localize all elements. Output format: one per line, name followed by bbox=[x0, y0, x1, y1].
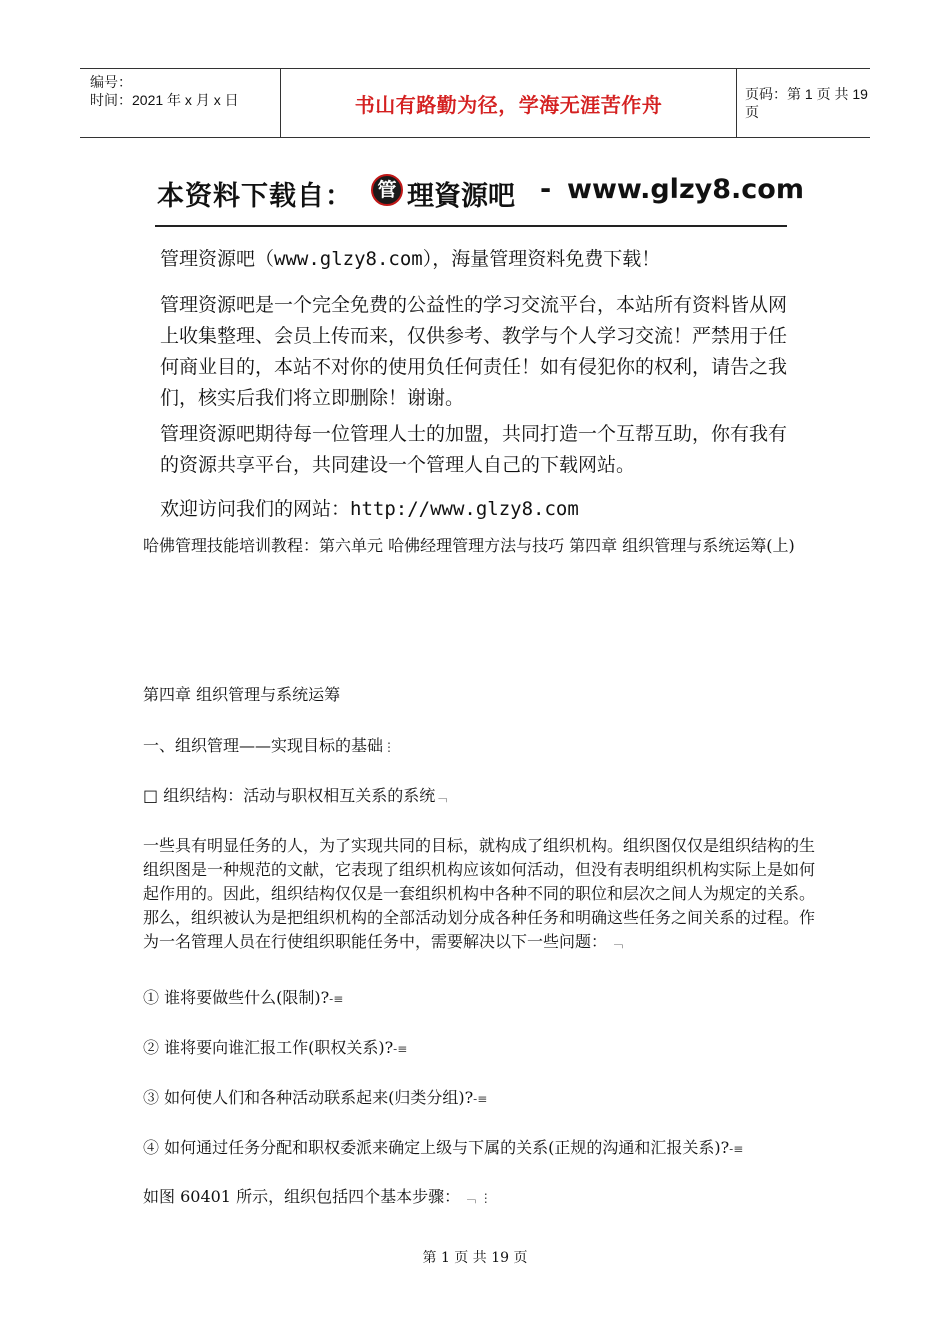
promo-line-1: 管理资源吧（www.glzy8.com），海量管理资料免费下载！ bbox=[160, 248, 661, 270]
banner-title: 本资料下载自： bbox=[157, 181, 353, 212]
paragraph-mark-icon: -≡ bbox=[329, 992, 344, 1006]
question-4-text: ④ 如何通过任务分配和职权委派来确定上级与下属的关系(正规的沟通和汇报关系)? bbox=[143, 1138, 730, 1157]
document-title-text: 哈佛管理技能培训教程：第六单元 哈佛经理管理方法与技巧 第四章 组织管理与系统运筹(上) bbox=[143, 536, 795, 555]
chapter-heading bbox=[143, 683, 823, 707]
question-4 bbox=[143, 1136, 823, 1161]
paragraph-mark-icon: ﹁ ⋮ bbox=[460, 1191, 492, 1205]
document-title bbox=[143, 534, 823, 558]
header-meta-cell bbox=[80, 69, 280, 137]
promo-block-2 bbox=[160, 290, 800, 414]
number-label: 编号： bbox=[90, 74, 132, 90]
header-motto-cell bbox=[280, 69, 737, 137]
header-table bbox=[80, 68, 870, 138]
main-paragraph bbox=[143, 834, 823, 955]
question-1-text: ① 谁将要做些什么(限制)? bbox=[143, 988, 330, 1007]
download-banner bbox=[155, 172, 804, 222]
banner-dash: - bbox=[540, 174, 552, 205]
promo-paragraph-3: 管理资源吧期待每一位管理人士的加盟，共同打造一个互帮互助，你有我有的资源共享平台，共同建设一个管理人自己的下载网站。 bbox=[160, 423, 788, 476]
paragraph-mark-icon: ﹁ bbox=[435, 790, 448, 804]
site-logo-icon: 管 bbox=[371, 174, 403, 206]
question-2-text: ② 谁将要向谁汇报工作(职权关系)? bbox=[143, 1038, 394, 1057]
question-3-text: ③ 如何使人们和各种活动联系起来(归类分组)? bbox=[143, 1088, 474, 1107]
bullet-line bbox=[143, 784, 823, 809]
promo-paragraph-2: 管理资源吧是一个完全免费的公益性的学习交流平台，本站所有资料皆从网上收集整理、会员上传而来，仅供参考、教学与个人学习交流！严禁用于任何商业目的，本站不对你的使用负任何责任！如有侵犯你的权利，请告之我们，核实后我们将立即删除！谢谢。 bbox=[160, 294, 788, 409]
footer-page-number: 第 1 页 共 19 页 bbox=[422, 1250, 528, 1266]
figure-line-text: 如图 60401 所示，组织包括四个基本步骤： bbox=[143, 1187, 461, 1206]
time-label: 时间：2021 年 x 月 x 日 bbox=[90, 92, 239, 108]
paragraph-mark-icon: -≡ bbox=[393, 1042, 408, 1056]
promo-block-4 bbox=[160, 494, 800, 525]
promo-block bbox=[160, 244, 800, 275]
figure-line bbox=[143, 1185, 823, 1210]
promo-block-3 bbox=[160, 419, 800, 481]
page-info: 页码：第 1 页 共 19 页 bbox=[745, 86, 868, 120]
paragraph-mark-icon: ﹁ bbox=[607, 936, 623, 950]
bullet-text: □ 组织结构：活动与职权相互关系的系统 bbox=[143, 786, 436, 805]
section-heading-text: 一、组织管理——实现目标的基础 bbox=[143, 736, 384, 755]
question-1 bbox=[143, 986, 823, 1011]
paragraph-mark-icon: -≡ bbox=[473, 1092, 488, 1106]
banner-divider bbox=[155, 225, 787, 227]
header-page-cell bbox=[737, 69, 870, 137]
main-paragraph-text: 一些具有明显任务的人，为了实现共同的目标，就构成了组织机构。组织图仅仅是组织结构的生组织图是一种规范的文献，它表现了组织机构应该如何活动，但没有表明组织机构实际上是如何起作用的。因此，组织结构仅仅是一套组织机构中各种不同的职位和层次之间人为规定的关系。那么，组织被认为是把组织机构的全部活动划分成各种任务和明确这些任务之间关系的过程。作为一名管理人员在行使组织职能任务中，需要解决以下一些问题： bbox=[143, 836, 816, 951]
question-2 bbox=[143, 1036, 823, 1061]
page-footer bbox=[0, 1247, 950, 1267]
banner-url[interactable]: www.glzy8.com bbox=[567, 174, 804, 205]
banner-site-name: 理資源吧 bbox=[407, 181, 515, 212]
chapter-heading-text: 第四章 组织管理与系统运筹 bbox=[143, 685, 341, 704]
paragraph-mark-icon: -≡ bbox=[729, 1142, 744, 1156]
section-heading bbox=[143, 734, 823, 759]
question-3 bbox=[143, 1086, 823, 1111]
promo-welcome-line[interactable]: 欢迎访问我们的网站：http://www.glzy8.com bbox=[160, 498, 579, 520]
motto-text: 书山有路勤为径，学海无涯苦作舟 bbox=[354, 92, 663, 117]
paragraph-mark-icon: ⋮ bbox=[383, 740, 396, 754]
